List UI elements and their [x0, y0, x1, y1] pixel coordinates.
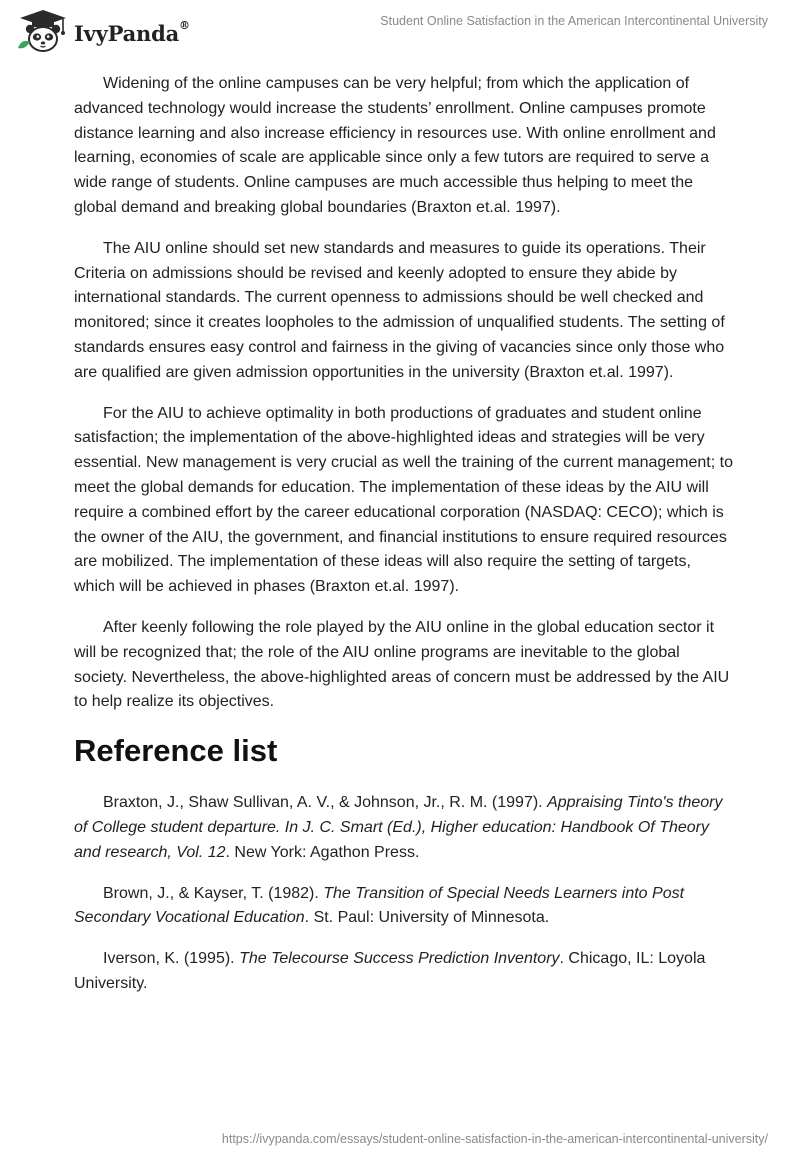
ivypanda-logo[interactable]	[14, 8, 190, 54]
reference-item: Braxton, J., Shaw Sullivan, A. V., & Johnson, Jr., R. M. (1997). Appraising Tinto's theory of College student departure. In J. C. Smart (Ed.), Higher education: Handbook Of Theory and research, Vol. 12. New York: Agathon Press.	[74, 794, 723, 861]
reference-item: Iverson, K. (1995). The Telecourse Success Prediction Inventory. Chicago, IL: Loyola University.	[74, 950, 706, 992]
paragraph-3: For the AIU to achieve optimality in both productions of graduates and student online satisfaction; the implementation of the above-highlighted ideas and strategies will be very essential. New management is very crucial as well the training of the current management; to meet the global demands for education. The implementation of these ideas by the AIU will require a combined effort by the career educational corporation (NASDAQ: CECO); which is the owner of the AIU, the government, and financial institutions to ensure required resources are mobilized. The implementation of these ideas will also require the setting of targets, which will be achieved in phases (Braxton et.al. 1997).	[74, 404, 733, 596]
paragraph-1: Widening of the online campuses can be very helpful; from which the application of advanced technology would increase the students’ enrollment. Online campuses promote distance learning and also increase efficiency in resources use. With online enrollment and learning, economies of scale are applicable since only a few tutors are required to serve a wide range of students. Online campuses are much accessible thus helping to meet the global demand and breaking global boundaries (Braxton et.al. 1997).	[74, 75, 716, 216]
page-header	[0, 0, 800, 60]
panda-graduate-icon	[14, 8, 72, 54]
source-url[interactable]: https://ivypanda.com/essays/student-online-satisfaction-in-the-american-intercontinental-university/	[221, 1132, 768, 1146]
brand-name: IvyPanda®	[74, 18, 190, 46]
essay-body	[74, 72, 734, 1013]
document-title: Student Online Satisfaction in the American Intercontinental University	[380, 14, 768, 28]
paragraph-2: The AIU online should set new standards and measures to guide its operations. Their Criteria on admissions should be revised and keenly adopted to ensure they abide by international standards. The current openness to admissions should be well checked and monitored; since it creates loopholes to the admission of unqualified students. The setting of standards ensures easy control and fairness in the giving of vacancies since only those who are qualified are given admission opportunities in the university (Braxton et.al. 1997).	[74, 239, 725, 381]
paragraph-4: After keenly following the role played by the AIU online in the global education sector it will be recognized that; the role of the AIU online programs are inevitable to the global society. Nevertheless, the above-highlighted areas of concern must be addressed by the AIU to help realize its objectives.	[74, 618, 730, 711]
reference-item: Brown, J., & Kayser, T. (1982). The Transition of Special Needs Learners into Post Secondary Vocational Education. St. Paul: University of Minnesota.	[74, 884, 685, 927]
reference-list-heading: Reference list	[74, 733, 278, 769]
